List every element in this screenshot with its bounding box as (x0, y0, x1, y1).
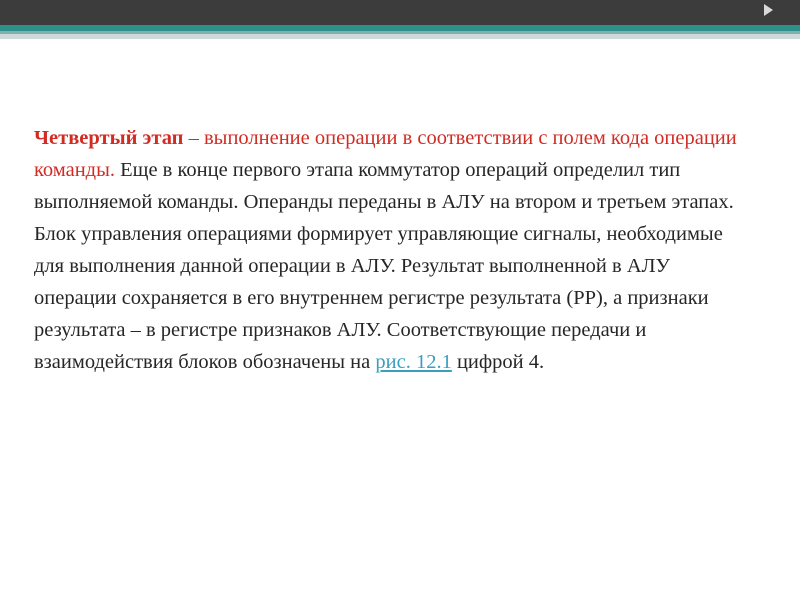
paragraph-text: Еще в конце первого этапа коммутатор операций определил тип выполняемой команды. Операнды переданы в АЛУ на втором и третьем этапах. Блок управления операциями формирует управляющие сигналы, необходимые для выполнения данной операции в АЛУ. Результат выполненной в АЛУ операции сохраняется в его внутреннем регистре результата (РР), а признаки результата – в регистре признаков АЛУ. Соответствующие передачи и взаимодействия блоков обозначены на (34, 159, 734, 373)
term-definition: – выполнение операции в соответствии с полем кода операции команды. (34, 127, 737, 181)
triangle-right-icon (764, 4, 773, 16)
paragraph-ending: цифрой 4. (451, 351, 545, 373)
term-label: Четвертый этап (34, 127, 184, 149)
header-stripe-light (0, 34, 800, 39)
header-bar (0, 0, 800, 25)
body-paragraph (34, 122, 754, 378)
figure-link[interactable]: рис. 12.1 (375, 351, 452, 373)
